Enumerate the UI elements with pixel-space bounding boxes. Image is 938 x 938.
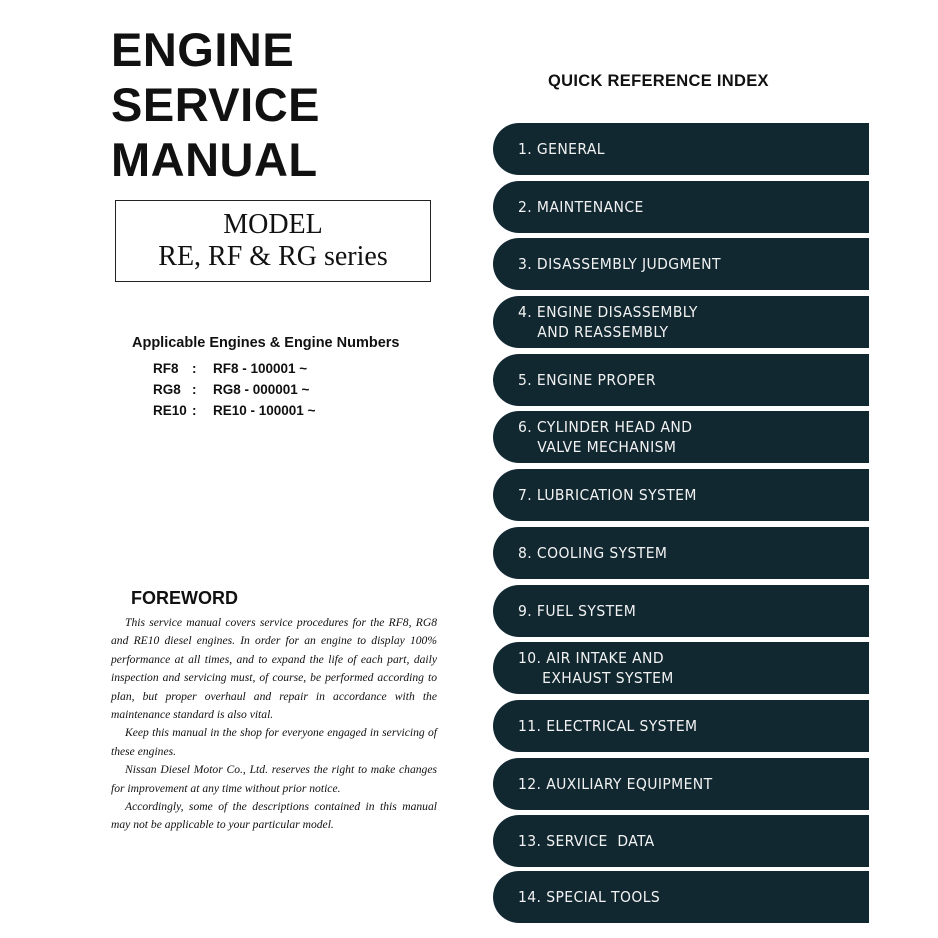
index-tab-engine-proper[interactable] — [493, 354, 869, 406]
index-tab-label: 8. COOLING SYSTEM — [518, 544, 668, 562]
model-label: MODEL — [223, 209, 323, 240]
applicable-engines-heading: Applicable Engines & Engine Numbers — [132, 335, 400, 351]
engine-number: RF8 - 100001 ~ — [213, 361, 308, 376]
index-tab-disassembly-judgment[interactable] — [493, 238, 869, 290]
engine-code: RF8 — [153, 361, 179, 376]
engine-code: RE10 — [153, 403, 187, 418]
engine-row — [153, 358, 413, 379]
foreword-heading: FOREWORD — [131, 588, 238, 608]
index-tab-label: 12. AUXILIARY EQUIPMENT — [518, 775, 713, 793]
index-tab-label: 4. ENGINE DISASSEMBLY AND REASSEMBLY — [518, 303, 698, 341]
index-tab-cylinder-head[interactable] — [493, 411, 869, 463]
model-box — [115, 200, 431, 282]
index-tab-special-tools[interactable] — [493, 871, 869, 923]
engine-colon: : — [192, 403, 197, 418]
engine-list — [153, 358, 413, 421]
index-tab-engine-disassembly[interactable] — [493, 296, 869, 348]
index-tab-label: 2. MAINTENANCE — [518, 198, 644, 216]
foreword-paragraph: This service manual covers service procedures for the RF8, RG8 and RE10 diesel engines. In order for an engine to display 100% performance at all times, and to expand the life of each part, daily inspection and servicing must, of course, be performed according to plan, but proper overhaul and repair in accordance with the maintenance standard is also vital. — [111, 616, 437, 722]
foreword-paragraph: Keep this manual in the shop for everyone engaged in servicing of these engines. — [111, 726, 437, 758]
engine-row — [153, 379, 413, 400]
index-tab-label: 10. AIR INTAKE AND EXHAUST SYSTEM — [518, 649, 674, 687]
index-tab-label: 9. FUEL SYSTEM — [518, 602, 637, 620]
index-tab-label: 14. SPECIAL TOOLS — [518, 888, 661, 906]
model-series: RE, RF & RG series — [158, 241, 388, 272]
index-tab-lubrication[interactable] — [493, 469, 869, 521]
index-tab-auxiliary[interactable] — [493, 758, 869, 810]
engine-colon: : — [192, 382, 197, 397]
quick-reference-index-heading: QUICK REFERENCE INDEX — [548, 72, 769, 90]
index-tab-cooling[interactable] — [493, 527, 869, 579]
manual-title — [111, 22, 320, 187]
title-line-3: MANUAL — [111, 133, 318, 186]
foreword-paragraph: Accordingly, some of the descriptions contained in this manual may not be applicable to your particular model. — [111, 800, 437, 832]
index-tab-general[interactable] — [493, 123, 869, 175]
index-tab-label: 11. ELECTRICAL SYSTEM — [518, 717, 698, 735]
title-line-2: SERVICE — [111, 78, 320, 131]
engine-number: RG8 - 000001 ~ — [213, 382, 310, 397]
title-line-1: ENGINE — [111, 23, 295, 76]
index-tab-label: 6. CYLINDER HEAD AND VALVE MECHANISM — [518, 418, 693, 456]
index-tab-electrical[interactable] — [493, 700, 869, 752]
index-tab-label: 13. SERVICE DATA — [518, 832, 655, 850]
engine-row — [153, 400, 413, 421]
index-tab-label: 7. LUBRICATION SYSTEM — [518, 486, 697, 504]
engine-code: RG8 — [153, 382, 181, 397]
index-tab-label: 3. DISASSEMBLY JUDGMENT — [518, 255, 721, 273]
index-tab-label: 1. GENERAL — [518, 140, 605, 158]
index-tab-label: 5. ENGINE PROPER — [518, 371, 656, 389]
engine-colon: : — [192, 361, 197, 376]
foreword-text — [111, 614, 437, 835]
index-tab-maintenance[interactable] — [493, 181, 869, 233]
engine-number: RE10 - 100001 ~ — [213, 403, 316, 418]
index-tab-air-intake[interactable] — [493, 642, 869, 694]
foreword-paragraph: Nissan Diesel Motor Co., Ltd. reserves the right to make changes for improvement at any time without prior notice. — [111, 763, 437, 795]
index-tab-fuel[interactable] — [493, 585, 869, 637]
index-tab-service-data[interactable] — [493, 815, 869, 867]
